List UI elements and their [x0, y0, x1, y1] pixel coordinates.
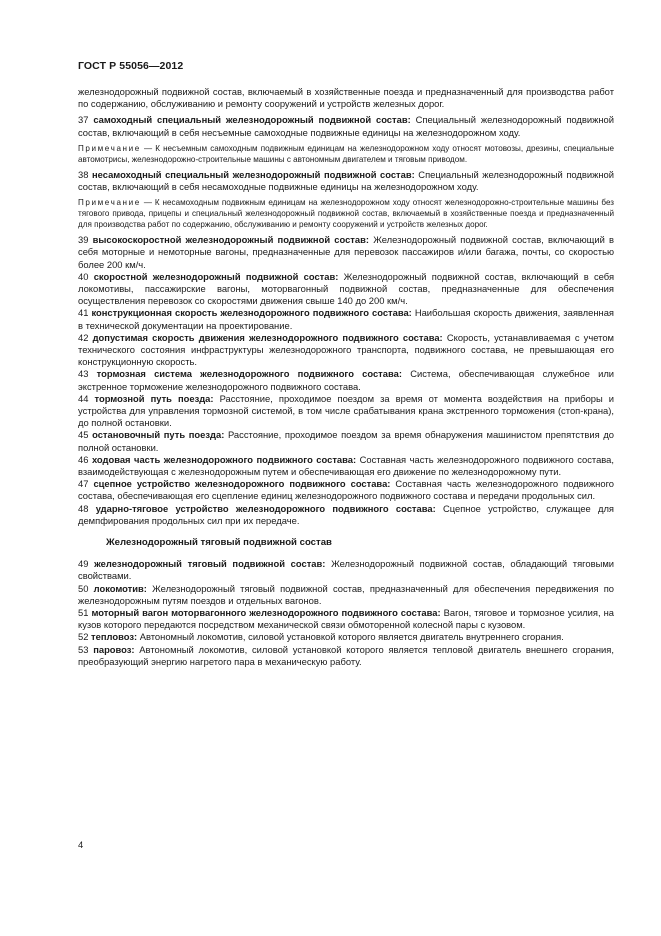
note-38 — [78, 197, 614, 230]
definition-38 — [78, 169, 614, 193]
term-number: 40 — [78, 270, 89, 282]
definition-text: Составная часть железнодорожного подвижного состава, обеспечивающая его сцепление единиц железнодорожного подвижного состава и передачи продольных сил. — [78, 478, 614, 502]
term: допустимая скорость движения железнодорожного подвижного состава: — [92, 331, 443, 343]
definition-text: Составная часть железнодорожного подвижного состава, взаимодействующая с железнодорожным путем и обеспечивающая его движение по железнодорожному пути. — [78, 453, 614, 478]
definition-text: Специальный железнодорожный подвижной состав, включающий в себя несъемные самоходные подвижные единицы на железнодорожном ходу. — [78, 114, 614, 138]
term: локомотив: — [93, 582, 147, 594]
definition-51 — [78, 607, 614, 631]
note-37 — [78, 143, 614, 165]
term-number: 45 — [78, 429, 89, 441]
definition-text: Железнодорожный подвижной состав, обладающий тяговыми свойствами. — [78, 558, 615, 582]
term: конструкционная скорость железнодорожного подвижного состава: — [91, 307, 412, 319]
term-number: 44 — [78, 392, 89, 404]
term-number: 38 — [78, 168, 89, 180]
definition-text: Расстояние, проходимое поездом за время обнаружения машинистом препятствия до полной остановки. — [78, 429, 615, 453]
term-number: 39 — [78, 234, 89, 246]
definition-text: Вагон, тяговое и тормозное усилия, на кузов которого передаются посредством механической связи обмоторенной колесной пары с кузовом. — [78, 606, 614, 631]
definition-53 — [78, 644, 614, 668]
definition-44 — [78, 393, 614, 430]
definition-text: Специальный железнодорожный подвижной состав, включающий в себя несамоходные подвижные единицы на железнодорожном ходу. — [78, 168, 614, 193]
term-number: 47 — [78, 478, 89, 490]
term-number: 41 — [78, 307, 89, 319]
definition-text: Железнодорожный тяговый подвижной состав, предназначенный для обеспечения передвижения по железнодорожным путям поездов и отдельных вагонов. — [78, 582, 614, 606]
term: паровоз: — [93, 643, 135, 655]
term: тормозная система железнодорожного подвижного состава: — [96, 368, 402, 380]
definition-43 — [78, 368, 614, 392]
definition-48 — [78, 503, 614, 527]
term: тормозной путь поезда: — [94, 392, 214, 404]
definition-49 — [78, 558, 614, 582]
definition-text: Автономный локомотив, силовой установкой которого является тепловой двигатель внешнего сгорания, преобразующий энергию нагретого пара в механическую работу. — [78, 643, 614, 667]
definition-text: Сцепное устройство, служащее для демпфирования продольных сил при их передаче. — [78, 502, 615, 526]
term: ходовая часть железнодорожного подвижного состава: — [91, 453, 357, 465]
definition-40 — [78, 271, 614, 308]
term: скоростной железнодорожный подвижной состав: — [93, 270, 339, 282]
term: железнодорожный тяговый подвижной состав: — [94, 558, 326, 570]
term-number: 43 — [78, 368, 89, 380]
definition-text: Автономный локомотив, силовой установкой которого является двигатель внутреннего сгорания. — [139, 631, 564, 643]
page-number: 4 — [78, 839, 84, 850]
term-number: 50 — [78, 582, 89, 594]
term-number: 48 — [78, 502, 89, 514]
term-number: 52 — [78, 631, 89, 643]
section-heading: Железнодорожный тяговый подвижной состав — [106, 537, 332, 549]
note-text: — К несъемным самоходным подвижным единицам на железнодорожном ходу относят мотовозы, дрезины, специальные автомотрисы, железнодорожно-строительные машины с автономным двигателем и тяговым приводом. — [78, 143, 614, 164]
paragraph-continuation: железнодорожный подвижной состав, включаемый в хозяйственные поезда и предназначенный для производства работ по содержанию, обслуживанию и ремонту сооружений и устройств железных дорог. — [78, 86, 614, 110]
term-number: 37 — [78, 114, 89, 126]
note-label: Примечание — [78, 143, 141, 153]
term: ударно-тяговое устройство железнодорожного подвижного состава: — [95, 502, 436, 514]
term-number: 51 — [78, 606, 89, 618]
definition-text: Скорость, устанавливаемая с учетом технического состояния инфраструктуры железнодорожного транспорта, подвижного состава, не превышающая его конструкционную скорость. — [78, 331, 614, 368]
term: высокоскоростной железнодорожный подвижной состав: — [92, 234, 370, 246]
term-number: 53 — [78, 643, 89, 655]
definition-52 — [78, 631, 614, 643]
document-page — [78, 60, 614, 668]
definition-text: Расстояние, проходимое поездом за время от момента воздействия на приборы и устройства для управления тормозной системой, в том числе срабатывания крана экстренного торможения (стоп-крана), до полной остановки. — [78, 392, 615, 429]
definition-text: Железнодорожный подвижной состав, включающий в себя локомотивы, пассажирские вагоны, моторвагонный подвижной состав, предназначенные для обеспечения осуществления перевозок со скоростями движения свыше 140 до 200 км/ч. — [78, 270, 615, 307]
definition-text: Наибольшая скорость движения, заявленная в технической документации на проектирование. — [78, 307, 614, 331]
definition-text: Железнодорожный подвижной состав, включающий в себя моторные и немоторные вагоны, предназначенные для перевозок пассажиров и/или багажа, почты, со скоростью более 200 км/ч. — [78, 234, 615, 270]
term-number: 49 — [78, 558, 89, 570]
definition-42 — [78, 332, 614, 369]
term: моторный вагон моторвагонного железнодорожного подвижного состава: — [91, 606, 441, 618]
term: несамоходный специальный железнодорожный подвижной состав: — [91, 168, 415, 180]
term-number: 46 — [78, 453, 89, 465]
term: самоходный специальный железнодорожный подвижной состав: — [93, 114, 411, 126]
definition-50 — [78, 583, 614, 607]
note-text: — К несамоходным подвижным единицам на железнодорожном ходу относят железнодорожно-строительные машины без тягового привода, прицепы и специальный железнодорожный подвижной состав, включаемый в хозяйственные поезда и предназначенный для производства работ по содержанию, обслуживанию и ремонту сооружений и устройств железных дорог. — [78, 198, 614, 230]
term: тепловоз: — [91, 631, 138, 643]
term: остановочный путь поезда: — [92, 429, 225, 441]
definition-47 — [78, 478, 614, 502]
definition-text: Система, обеспечивающая служебное или экстренное торможение железнодорожного подвижного состава. — [78, 368, 615, 392]
definition-41 — [78, 307, 614, 331]
term-number: 42 — [78, 331, 89, 343]
standard-header: ГОСТ Р 55056—2012 — [78, 60, 184, 72]
term: сцепное устройство железнодорожного подвижного состава: — [93, 478, 391, 490]
definition-37 — [78, 114, 614, 138]
definition-45 — [78, 429, 614, 453]
definition-46 — [78, 454, 614, 478]
note-label: Примечание — [78, 198, 141, 208]
definition-39 — [78, 234, 614, 271]
